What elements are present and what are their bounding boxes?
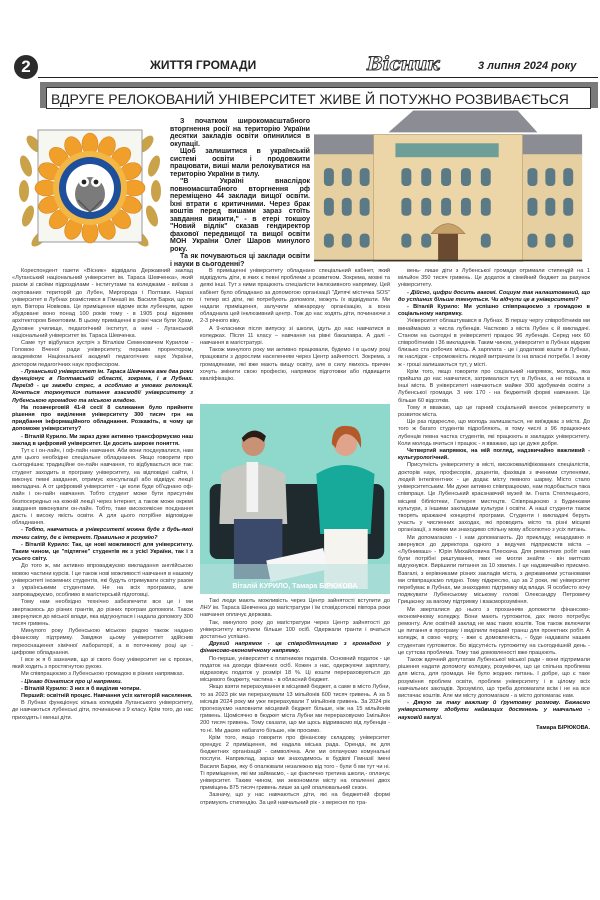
building-window xyxy=(563,168,573,186)
article-paragraph: Також минулого року ми активно працювали, будемо і в цьому році працювати з дорослим населенням через Центр зайнятості. Зокрема, з громадянами, які вже мають вищу освіту, але в силу якихось причин хочуть змінити свою професію, напрямок підготовки або підвищити кваліфікацію. xyxy=(200,347,390,383)
building-window xyxy=(324,168,334,186)
article-paragraph: В приміщенні університету обладнано спеціальний кабінет, який відвідують діти, в яких є певні проблеми з розвитком. Зокрема, мовні та деякі інші. Тут з ними працюють спеціалісти інклюзивного напрямку. Цей кабінет було обладнано за допомогою організації "Дитячі містечка SOS" і тепер всі діти, які потребують допомоги, можуть їх відвідувати. Ми надали приміщення, залучили міжнародну організацію, а вона обладнала цей інклюзивний центр. Тож до нас ходять діти, починаючи з 2-3 річного віку. xyxy=(200,268,390,325)
building-window xyxy=(481,168,491,186)
building-window xyxy=(342,234,352,248)
article-column-2-bottom xyxy=(200,598,390,896)
header-rule xyxy=(38,77,598,78)
author-signature: Тамара БІРЮКОВА. xyxy=(536,724,590,731)
page-number: 2 xyxy=(14,55,38,79)
building-window xyxy=(441,198,451,216)
article-paragraph: Ми допомагаємо - і нам допомагають. До прикладу, нещодавно я звернувся до директора одного з ведучих підприємств міста – «Лубнимаш» - Юрія Михайловича Плескача. Для ремонтних робіт нам були потрібні риштування, яких не могли знайти - він миттєво відгукнувся. Вирішили питання за 10 хвилин. І це надзвичайно приємно. Взагалі, з керівниками різних закладів міста, з державними установами ми співпрацюємо плідно. Тому підкреслю, що за 2 роки, які університет перебуває в Лубнах, ми знаходимо підтримку від влади. Я особисто хочу подякувати Лубенському міському голові Олександру Петровичу Грицаєнку за вагому підтримку і взаєморозуміння. xyxy=(398,534,590,606)
article-paragraph: А 9-класники після випуску зі школи, ідуть до нас навчатися в коледжах. Після 11 класу – навчання на рівні бакалавра. А далі - навчання в магістратурі. xyxy=(200,325,390,347)
article-paragraph: Ми співпрацюємо з Лубенською громадою в різних напрямках. xyxy=(21,671,185,678)
article-paragraph: Так, минулого року до магістратури через Центр зайнятості до університету вступили більше 100 осіб. Одержали гранти і вчаться достатньо успішно. xyxy=(200,619,390,641)
building-window xyxy=(360,198,370,216)
article-paragraph: В Лубнах функціонує кілька коледжів Луганського університету, де навчаються лубенські діти, починаючи з 9 класу. Крім того, до нас приходять і менші діти. xyxy=(12,700,193,721)
article-paragraph: Четвертий напрямок, на мій погляд, надзвичайно важливий - культурологічний. xyxy=(398,448,590,462)
article-lead xyxy=(170,118,310,268)
article-paragraph: Минулого року Лубенською міською радою також надано фінансову підтримку. Завдяки цьому університет здійснив переоснащення хімічної лабораторії, а в поточному році це - цифрове обладнання. xyxy=(12,628,193,656)
building-window xyxy=(421,198,431,216)
lead-paragraph: Та як почуваються ці заклади освіти і науки в сьогоденні? xyxy=(170,253,310,268)
building-window xyxy=(545,234,555,248)
article-paragraph: - Віталій Курило: Ми успішно співпрацюємо з громадою в соціальному напрямку. xyxy=(398,304,590,318)
building-window xyxy=(461,198,471,216)
article-paragraph: Також вдячний депутатам Лубенської міської ради - вони підтримали рішення надати допомогу коледжу, розуміючи, що це спільна проблема для міста, для громади. Не було жодних питань. І добре, що є таке розуміння проблем освіти, проблем університету і в цілому всіх навчальних закладів. Зрозуміло, що треба допомагати всім і не на все вистачає коштів. Але ми місту допомагаєм - а місто допомагає нам. xyxy=(398,656,590,699)
building-window xyxy=(401,168,411,186)
article-paragraph: Перший: освітній процес. Навчання усіх категорій населення. xyxy=(21,692,193,699)
article-column-3 xyxy=(398,268,590,896)
building-window xyxy=(545,198,555,216)
article-paragraph: - Дякую за таку важливу й ґрунтовну розмову. Бажаємо університету здобути найвищих досягнень у навчально - науковій галузі. xyxy=(398,700,590,721)
article-paragraph: вень- лише діти з Лубенської громади отримали стипендій на 1 мільйон 350 тисяч гривень. Це додаток в сімейний бюджет за рахунок університету. xyxy=(398,268,590,289)
article-paragraph: Ми зверталися до нього з проханням допомогти фінансово-економічному коледжу. Вони мають гуртожиток, дах якого потребує ремонту. Але освітній заклад не має таких коштів. Тож також включили це питання в програму і виділили перший транш для проектних робіт. А коледж, в свою чергу, - вже є домовленість, - буде надавати нашим студентам гуртожиток. Бо відсутність гуртожитку на сьогоднішній день - це суттєва проблема. Тому такі домовленості вже працюють. xyxy=(398,606,590,656)
building-window xyxy=(481,234,491,248)
lead-paragraph: Щоб залишитися в українській системі освіти і продовжити працювати, виші мали релокуватися на територію України в тилу. xyxy=(170,148,310,178)
building-window xyxy=(481,198,491,216)
building-window xyxy=(527,234,537,248)
building-window xyxy=(421,234,431,248)
article-paragraph: Присутність університету в місті, висококваліфікованих спеціалістів, докторів наук, професорів, доцентів, фахівців з вченими ступенями, людей інтелігентних - це додає місту певного шарму. Місто стало університетським. Ми дуже активно співпрацюємо, нам подобається така співпраця. Це Лубенський краєзнавчий музей ім. Гната Степлецького, місцеві бібліотеки, Галерея мистецтв. Співпрацюємо з Будинками культури, з іншими закладами культури і освіти. А наші студенти також творять вражаючі концертні програми. Студенти і викладачі беруть участь у численних заходах, які проводить місто та різні місцеві організації, з якими ми знаходимо спільну мову абсолютно з усіх питань. xyxy=(398,462,590,534)
article-paragraph: Тому нам необхідно технічно забезпечити все це і ми звертаємось до різних грантів, до різних програм допомоги. Також звернулися до міської влади, яка відгукнулася і надала допомогу 300 тисяч гривень. xyxy=(12,599,193,627)
photo-caption: Віталій КУРИЛО, Тамара БІРЮКОВА xyxy=(232,583,358,590)
article-paragraph: Тому я вважаю, що це гарний соціальний внесок університету в розвиток міста. xyxy=(398,404,590,419)
building-window xyxy=(563,234,573,248)
building-window xyxy=(360,234,370,248)
building-window xyxy=(563,198,573,216)
building-window xyxy=(342,168,352,186)
article-paragraph: Крім того, якщо говорити про фінансову складову, університет орендує 2 приміщення, які надала міська рада. Оренда, як для бюджетних організацій - символічна. Але ми оплачуємо комунальні послуги. Наприклад, зараз ми знаходимось в будівлі Гімназії імені Василя Барки, яку б опалювали незалежно від того - були б ми тут чи ні. Ті приміщення, які ми займаємо, - це фактично третина школи,- оплачує університет. Таким чином, ми зекономили місту на опаленні двох приміщень 875 тисяч гривень лише за цей опалювальний сезон. xyxy=(200,734,390,792)
building-window xyxy=(441,168,451,186)
interview-photo xyxy=(200,404,390,594)
newspaper-logo: Вісник xyxy=(367,53,440,75)
article-paragraph: Тут є і он-лайн, і оф-лайн навчання. Аби вони поєднувалися, нам для цього необхідне спеціальне обладнання. Якщо говорити про сьогоднішнє традиційне он-лайн навчання, то відбувається все так: студент заходить в програму університету, на відповідні сайти, і виконує певні завдання, отримує консультації або відвідує лекції викладача. А от цифровий університет - це коли буде об'єднано оф-лайн і он-лайн навчання. Тобто студент може бути присутнім безпосередньо на кожній лекції через інтернет, а також може окремі завдання виконувати он-лайн. Тобто, таке високоякісне поєднання дасть і високу якість освіти. А для цього потрібне відповідне обладнання. xyxy=(12,448,193,527)
lead-paragraph: З початком широкомасштабного вторгнення росії на територію України десятки закладів освіти опинилися в окупації. xyxy=(170,118,310,148)
building-window xyxy=(421,168,431,186)
building-window xyxy=(360,168,370,186)
article-paragraph: Якщо взяти перерахування в місцевий бюджет, а саме в місто Лубни, то за 2023 рік ми перерахували 13 мільйонів 600 тисяч гривень. А за 5 місяців 2024 року ми уже перерахували 7 мільйонів гривень. За 2024 рік прогнозуємо наповнити місцевий бюджет більше, ніж на 15 мільйонів гривень. Щомісячно в бюджет міста Лубни ми перераховуємо 1мільйон 200 тисяч гривень. Тому сказати, що ми щось відриваємо від лубенців - то ні. Ми даємо набагато більше, ніж просимо. xyxy=(200,684,390,734)
article-column-2-top xyxy=(200,268,390,400)
article-paragraph: Крім того, якщо говорити про соціальний напрямок, молодь, яка прийшла до нас навчатися, затрималася тут, в Лубнах, а не поїхала в інші міста. В університеті навчаються майже 300 здобувачів освіти з Лубенської громади. З них 170 - на бюджетній формі навчання. Це більше 60 відсотків. xyxy=(398,368,590,404)
building-window xyxy=(342,198,352,216)
article-paragraph: - Цікаво дізнатися про ці напрямки. xyxy=(21,678,123,685)
building-window xyxy=(527,168,537,186)
article-column-1 xyxy=(12,268,193,896)
article-paragraph: До того ж, ми активно впроваджуємо викладання англійською мовою частини курсів. І це також нові можливості навчання в нашому університеті іноземних студентів, які будуть отримувати освіту разом з українськими студентами. Не на всіх програмах, але запроваджуємо, особливо в магістерській підготовці. xyxy=(12,563,193,599)
article-paragraph: Другий напрямок - це співробітництво з громадою у фінансово-економічному напрямку. xyxy=(200,641,390,655)
building-window xyxy=(527,198,537,216)
issue-date: 3 липня 2024 року xyxy=(478,60,577,72)
article-paragraph: - Луганський університет ім. Тараса Шевченка вже два роки функціонує в Полтавській області, зокрема, і в Лубнах. Переїзд - це завжди стрес, а особливо в умовах релокації. Хочеться торкнутися питання взаємодії університету з Лубенською громадою та міською владою. xyxy=(12,368,193,404)
building-window xyxy=(324,198,334,216)
interview-photo-image xyxy=(200,404,390,594)
building-window xyxy=(401,198,411,216)
article-paragraph: - Тобто, навчатись в університеті можна буде з будь-якої точки світу, де є інтернет. Правильно я розумію? xyxy=(12,527,193,541)
article-paragraph: - Дійсно, цифри досить вагомі. Социум так налаштований, що до успішних більше тягнуться. Чи відчули це в університеті? xyxy=(398,289,590,303)
article-paragraph: І все ж я б зазначив, що зі свого боку університет не є прохач, який ходить з простягнутою рукою. xyxy=(12,656,193,671)
university-emblem-icon xyxy=(16,116,164,258)
article-paragraph: На позачерговій 41-й сесії 8 скликання було прийняте рішення про виділення університету 300 тисяч грн на придбання інформаційного обладнання. Розкажіть, в чому це допоможе університету? xyxy=(12,404,193,433)
article-paragraph: Ще раз підкреслю, що молодь залишається, не виїжджає з міста. До того ж багато студентів підробляють, в тому числі з 96 працюючих лубенців певна частка студентів, які працюють в закладах університету. Коли молодь вчиться і працює - я вважаю, що це дуже добре. xyxy=(398,419,590,447)
article-paragraph: - Віталій Курило: З них я б виділив чотири. xyxy=(21,685,142,692)
lead-paragraph: "В Україні внаслідок повномасштабного вторгнення рф переміщено 44 заклади вищої освіти. Їхні втрати є критичними. Через брак коштів перед вишами зараз стоїть завдання вижити," - в етері токшоу "Новий відлік" сказав гендиректор фахової передвищої та вищої освіти МОН України Олег Шаров минулого року. xyxy=(170,178,310,253)
building-window xyxy=(324,234,334,248)
article-paragraph: Зазначу, що у нас навчаються діти, які на бюджетній формі отримують стипендію. За цей навчальний рік - з вересня по тра- xyxy=(200,792,390,806)
article-paragraph: Кореспондент газети «Вісник» відвідала Державний заклад «Луганський національний університет ім. Тараса Шевченка», який разом зі своїми підрозділами - інститутами та коледжами - виїхав з окупованих територій до Лубен, Миргорода і Полтави. Наразі університет в Лубнах розмістився в Гімназії ім. Василя Барки, що по вул. Віктора Новікова. Це приміщення відоме всім лубенцям, адже збудоване воно понад 100 років тому - в 1905 році відомим архітектором Бекетовим. В цьому приміщенні в різні часи були Храм, Духовне училище, педагогічний інститут, а нині - Луганський національний університет ім. Тараса Шевченка. xyxy=(12,268,193,339)
article-paragraph: Саме тут відбулася зустріч з Віталієм Семеновичем Курилом - Головою Вченої ради університету, першим проректором, академіком Національної академії педагогічних наук України, доктором педагогічних наук професором. xyxy=(12,340,193,368)
article-paragraph: По-перше, університет є платником податків. Основний податок - це податок на доходи фізичних осіб. Кожен з нас, одержуючи зарплату, відраховує податок у розмірі 18 %. Ці кошти перераховуються до місцевого бюджету, частина - в обласний бюджет. xyxy=(200,655,390,684)
building-window xyxy=(461,168,471,186)
section-title: ЖИТТЯ ГРОМАДИ xyxy=(150,58,257,72)
building-window xyxy=(545,168,555,186)
article-paragraph: - Віталій Курило: Так, це нові можливості для університету. Таким чином, це "підтягне" студентів як з усієї України, так і з усього світу. xyxy=(12,541,193,563)
article-paragraph: - Віталій Курило. Ми зараз дуже активно трансформуємо наш заклад в цифровий університет. Це досить широке поняття. xyxy=(12,433,193,447)
page-header xyxy=(0,0,600,78)
article-paragraph: Університет облаштувався в Лубнах. В першу чергу співробітників ми винаймаємо з числа лубенців. Частково з міста Лубен є й викладачі. Станом на сьогодні в університеті працює 96 лубенців. Серед них 60 співробітників і 36 викладачів. Таким чином, університет в Лубнах відкрив близько ста робочих місць. А зарплата - це і додаткові кошти в Лубнах, як наслідок - спроможність людей витрачати їх на власні потреби. І знову ж - гроші залишаються тут, у місті. xyxy=(398,318,590,368)
article-headline: ВДРУГЕ РЕЛОКОВАНИЙ УНІВЕРСИТЕТ ЖИВЕ Й ПОТУЖНО РОЗВИВАЄТЬСЯ xyxy=(46,87,591,109)
article-paragraph: Такі люди мають можливість через Центр зайнятості вступити до ЛНУ ім. Тараса Шевченка до магістратури і їм стовідсоткові півтора роки навчання оплачує держава. xyxy=(200,598,390,619)
building-window xyxy=(401,234,411,248)
university-building-image xyxy=(314,110,597,262)
